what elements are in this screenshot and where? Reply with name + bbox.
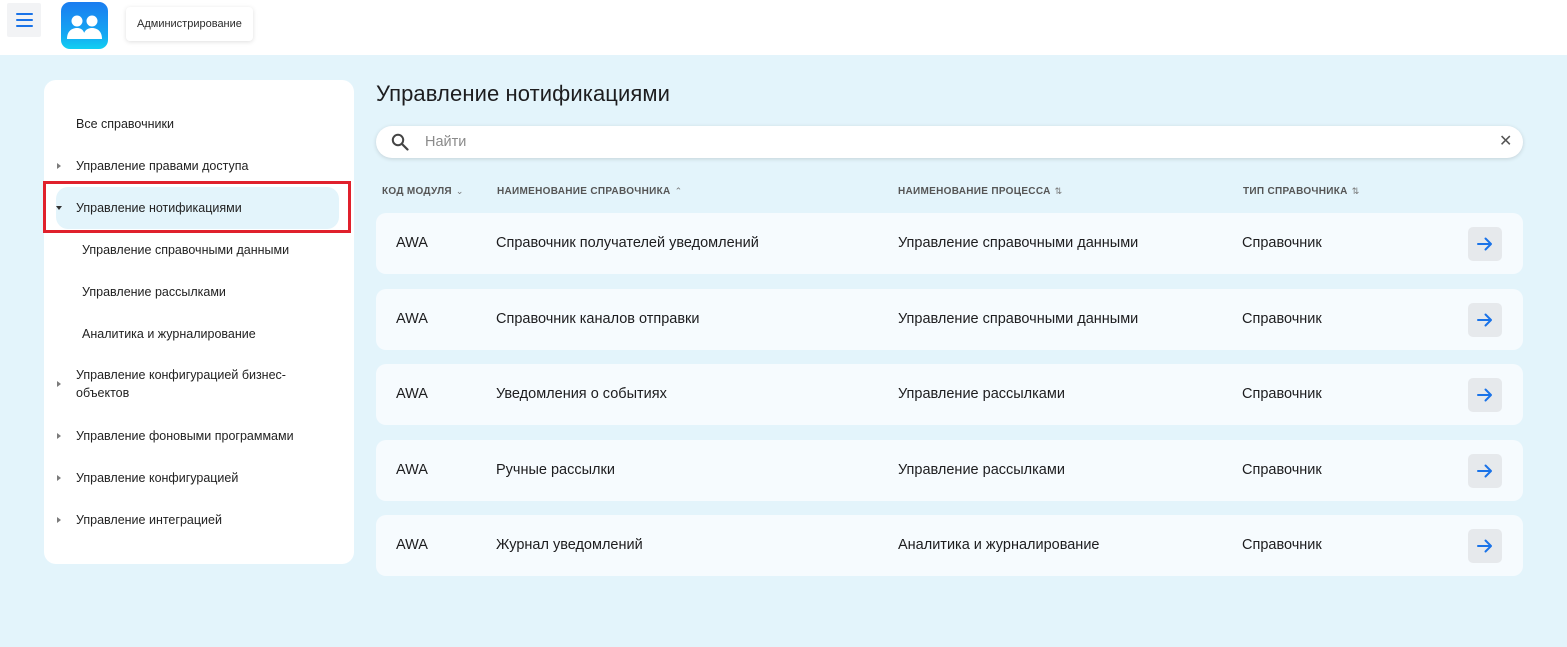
column-header-module-code[interactable] (382, 186, 464, 197)
caret-right-icon[interactable] (57, 475, 61, 481)
cell-process-name: Управление справочными данными (898, 235, 1139, 251)
cell-module-code: AWA (396, 462, 428, 478)
table-row[interactable] (376, 440, 1523, 501)
sidebar-item-label: Управление фоновыми программами (76, 429, 294, 443)
sidebar-item-integration[interactable] (44, 510, 354, 530)
cell-directory-name: Ручные рассылки (496, 462, 615, 478)
cell-directory-type: Справочник (1242, 386, 1322, 402)
caret-down-icon[interactable] (56, 206, 62, 210)
sidebar-subitem-reference-data[interactable] (44, 240, 354, 260)
hamburger-menu-icon[interactable] (7, 3, 41, 37)
caret-right-icon[interactable] (57, 517, 61, 523)
arrow-right-icon (1476, 537, 1494, 555)
sidebar-subitem-mailings[interactable] (44, 282, 354, 302)
cell-process-name: Управление рассылками (898, 386, 1065, 402)
sidebar-item-business-objects[interactable] (44, 366, 354, 402)
users-logo-icon[interactable] (61, 2, 108, 49)
cell-module-code: AWA (396, 537, 428, 553)
cell-process-name: Аналитика и журналирование (898, 537, 1100, 553)
column-header-label: НАИМЕНОВАНИЕ СПРАВОЧНИКА (497, 186, 671, 197)
sidebar-item-label: Аналитика и журналирование (82, 327, 256, 341)
cell-directory-name: Справочник каналов отправки (496, 311, 700, 327)
sidebar-item-notifications[interactable] (56, 187, 339, 229)
cell-module-code: AWA (396, 386, 428, 402)
sidebar (44, 80, 354, 564)
cell-module-code: AWA (396, 311, 428, 327)
sidebar-item-access-rights[interactable] (44, 156, 354, 176)
sidebar-item-label: Управление конфигурацией (76, 471, 239, 485)
sidebar-item-all-directories[interactable] (44, 114, 354, 134)
sort-arrows-icon[interactable]: ⇅ (1351, 186, 1360, 196)
column-header-label: НАИМЕНОВАНИЕ ПРОЦЕССА (898, 186, 1051, 197)
cell-directory-type: Справочник (1242, 311, 1322, 327)
caret-right-icon[interactable] (57, 381, 61, 387)
open-arrow-button[interactable] (1468, 529, 1502, 563)
open-arrow-button[interactable] (1468, 454, 1502, 488)
cell-directory-type: Справочник (1242, 462, 1322, 478)
close-icon[interactable]: ✕ (1499, 133, 1513, 150)
search-icon[interactable] (391, 133, 409, 151)
column-header-process-name[interactable] (898, 186, 1062, 197)
app-name-chip[interactable]: Администрирование (126, 7, 253, 41)
top-bar (0, 0, 1567, 55)
arrow-right-icon (1476, 311, 1494, 329)
column-header-label: КОД МОДУЛЯ (382, 186, 452, 197)
table-row[interactable] (376, 364, 1523, 425)
table-row[interactable] (376, 289, 1523, 350)
arrow-right-icon (1476, 235, 1494, 253)
open-arrow-button[interactable] (1468, 303, 1502, 337)
sidebar-item-label: Управление нотификациями (76, 201, 242, 215)
open-arrow-button[interactable] (1468, 227, 1502, 261)
sidebar-item-label: Управление правами доступа (76, 159, 249, 173)
sidebar-item-background-programs[interactable] (44, 426, 354, 446)
column-header-label: ТИП СПРАВОЧНИКА (1243, 186, 1348, 197)
cell-process-name: Управление рассылками (898, 462, 1065, 478)
sidebar-subitem-analytics[interactable] (44, 324, 354, 344)
cell-directory-name: Уведомления о событиях (496, 386, 667, 402)
sidebar-item-label: Управление конфигурацией бизнес-объектов (76, 368, 286, 400)
column-header-directory-name[interactable] (497, 186, 682, 197)
sidebar-item-label: Все справочники (76, 117, 174, 131)
cell-directory-type: Справочник (1242, 537, 1322, 553)
table-row[interactable] (376, 213, 1523, 274)
arrow-right-icon (1476, 386, 1494, 404)
open-arrow-button[interactable] (1468, 378, 1502, 412)
search-bar (376, 126, 1523, 158)
table-row[interactable] (376, 515, 1523, 576)
sidebar-item-label: Управление справочными данными (82, 243, 290, 257)
column-header-directory-type[interactable] (1243, 186, 1360, 197)
sort-arrows-icon[interactable]: ⇅ (1054, 186, 1063, 196)
cell-module-code: AWA (396, 235, 428, 251)
sidebar-item-label: Управление интеграцией (76, 513, 222, 527)
cell-directory-name: Журнал уведомлений (496, 537, 643, 553)
chevron-up-icon[interactable]: ⌃ (674, 186, 683, 196)
cell-directory-name: Справочник получателей уведомлений (496, 235, 759, 251)
caret-right-icon[interactable] (57, 163, 61, 169)
caret-right-icon[interactable] (57, 433, 61, 439)
cell-process-name: Управление справочными данными (898, 311, 1139, 327)
sidebar-item-configuration[interactable] (44, 468, 354, 488)
chevron-down-icon[interactable]: ⌄ (455, 186, 464, 196)
sidebar-item-label: Управление рассылками (82, 285, 226, 299)
page-title: Управление нотификациями (376, 81, 671, 106)
arrow-right-icon (1476, 462, 1494, 480)
cell-directory-type: Справочник (1242, 235, 1322, 251)
search-input[interactable] (425, 130, 1475, 154)
